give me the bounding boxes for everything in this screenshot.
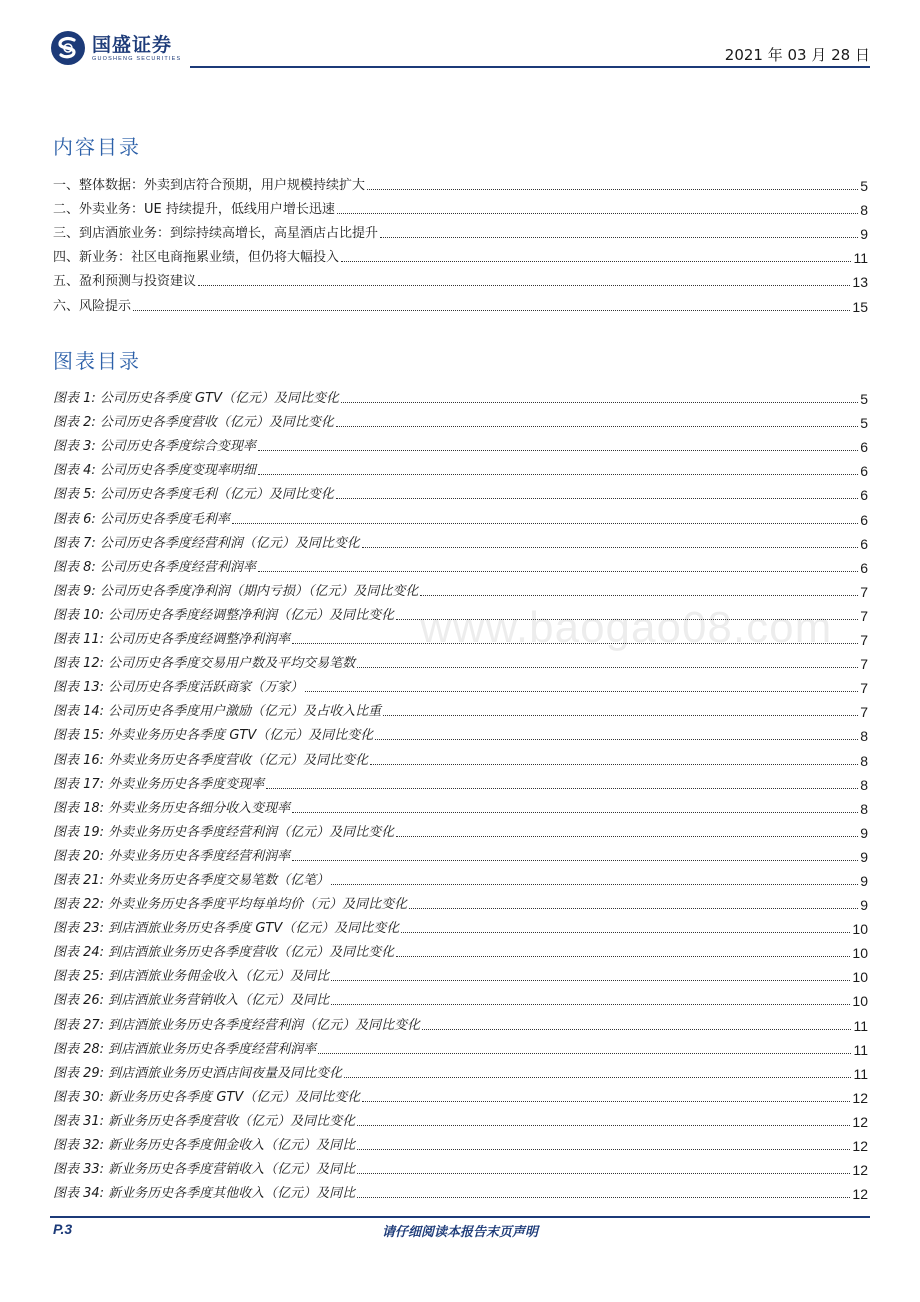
figure-entry[interactable] bbox=[53, 1082, 868, 1106]
figure-entry-page-number: 8 bbox=[860, 728, 868, 745]
figure-entry-label: 图表 5: 公司历史各季度毛利（亿元）及同比变化 bbox=[53, 487, 334, 503]
figure-entry-label: 图表 17: 外卖业务历史各季度变现率 bbox=[53, 776, 265, 792]
dot-leader bbox=[367, 189, 858, 190]
figure-entry-page-number: 11 bbox=[853, 1017, 868, 1034]
figure-entry-page-number: 10 bbox=[852, 993, 868, 1010]
figure-entry[interactable] bbox=[53, 865, 868, 889]
dot-leader bbox=[344, 1077, 851, 1078]
dot-leader bbox=[401, 932, 850, 933]
dot-leader bbox=[258, 474, 858, 475]
dot-leader bbox=[266, 788, 858, 789]
figure-entry-label: 图表 4: 公司历史各季度变现率明细 bbox=[53, 463, 256, 479]
contents-entry-page-number: 8 bbox=[860, 202, 868, 219]
dot-leader bbox=[341, 402, 858, 403]
figure-entry-label: 图表 12: 公司历史各季度交易用户数及平均交易笔数 bbox=[53, 656, 356, 672]
dot-leader bbox=[292, 860, 858, 861]
figure-entry-page-number: 9 bbox=[860, 872, 868, 889]
dot-leader bbox=[357, 1149, 850, 1150]
contents-entry[interactable] bbox=[53, 242, 868, 266]
figure-entry-label: 图表 18: 外卖业务历史各细分收入变现率 bbox=[53, 800, 291, 816]
figure-entry[interactable] bbox=[53, 817, 868, 841]
figure-entry-page-number: 7 bbox=[860, 704, 868, 721]
figure-entry[interactable] bbox=[53, 1009, 868, 1033]
figure-entry-page-number: 12 bbox=[852, 1138, 868, 1154]
dot-leader bbox=[336, 498, 858, 499]
contents-entry-page-number: 5 bbox=[860, 178, 868, 195]
dot-leader bbox=[396, 956, 850, 957]
figure-entry-label: 图表 1: 公司历史各季度 GTV（亿元）及同比变化 bbox=[53, 391, 339, 407]
figure-entry-page-number: 9 bbox=[860, 897, 868, 914]
footer-divider bbox=[50, 1216, 870, 1218]
figure-entry-label: 图表 9: 公司历史各季度净利润（期内亏损）（亿元）及同比变化 bbox=[53, 583, 419, 599]
figure-entry-label: 图表 6: 公司历史各季度毛利率 bbox=[53, 511, 230, 527]
contents-entry[interactable] bbox=[53, 266, 868, 290]
dot-leader bbox=[337, 213, 858, 214]
figure-entry[interactable] bbox=[53, 961, 868, 985]
contents-entry[interactable] bbox=[53, 290, 868, 314]
figure-entry-label: 图表 33: 新业务历史各季度营销收入（亿元）及同比 bbox=[53, 1162, 356, 1178]
dot-leader bbox=[292, 812, 858, 813]
watermark: www.baogao08.com bbox=[420, 603, 833, 652]
dot-leader bbox=[198, 285, 850, 286]
contents-entry-page-number: 13 bbox=[852, 274, 868, 291]
contents-entry-page-number: 9 bbox=[860, 226, 868, 243]
figure-entry[interactable] bbox=[53, 793, 868, 817]
figure-entry[interactable] bbox=[53, 720, 868, 744]
dot-leader bbox=[380, 237, 858, 238]
figure-entry-page-number: 5 bbox=[860, 391, 868, 408]
figure-entry-label: 图表 32: 新业务历史各季度佣金收入（亿元）及同比 bbox=[53, 1138, 356, 1153]
dot-leader bbox=[420, 595, 858, 596]
figures-list bbox=[53, 383, 868, 1202]
figure-entry[interactable] bbox=[53, 1058, 868, 1082]
figure-entry-label: 图表 22: 外卖业务历史各季度平均每单均价（元）及同比变化 bbox=[53, 897, 408, 913]
contents-entry-label: 二、外卖业务：UE 持续提升，低线用户增长迅速 bbox=[53, 202, 335, 218]
contents-entry[interactable] bbox=[53, 170, 868, 194]
page-number: P.3 bbox=[53, 1221, 73, 1237]
figure-entry-page-number: 7 bbox=[860, 583, 868, 600]
contents-entry-label: 一、整体数据：外卖到店符合预期，用户规模持续扩大 bbox=[53, 178, 366, 194]
figure-entry-page-number: 8 bbox=[860, 752, 868, 769]
figure-entry-page-number: 8 bbox=[860, 776, 868, 793]
page-header bbox=[50, 30, 870, 70]
figure-entry[interactable] bbox=[53, 769, 868, 793]
figure-entry-label: 图表 8: 公司历史各季度经营利润率 bbox=[53, 559, 256, 575]
figure-entry-label: 图表 27: 到店酒旅业务历史各季度经营利润（亿元）及同比变化 bbox=[53, 1017, 421, 1033]
figure-entry-label: 图表 31: 新业务历史各季度营收（亿元）及同比变化 bbox=[53, 1113, 356, 1129]
figure-entry[interactable] bbox=[53, 696, 868, 720]
figures-title: 图表目录 bbox=[53, 349, 141, 373]
figure-entry-page-number: 7 bbox=[860, 632, 868, 649]
dot-leader bbox=[331, 1004, 850, 1005]
figure-entry-page-number: 6 bbox=[860, 535, 868, 552]
dot-leader bbox=[370, 764, 858, 765]
figure-entry-page-number: 10 bbox=[852, 945, 868, 962]
dot-leader bbox=[232, 523, 858, 524]
figure-entry-label: 图表 23: 到店酒旅业务历史各季度 GTV（亿元）及同比变化 bbox=[53, 921, 400, 937]
figure-entry-page-number: 11 bbox=[853, 1041, 868, 1058]
figure-entry[interactable] bbox=[53, 431, 868, 455]
company-logo bbox=[50, 30, 181, 66]
figure-entry-label: 图表 16: 外卖业务历史各季度营收（亿元）及同比变化 bbox=[53, 752, 369, 768]
dot-leader bbox=[258, 450, 858, 451]
figure-entry-page-number: 7 bbox=[860, 656, 868, 673]
figure-entry[interactable] bbox=[53, 552, 868, 576]
figure-entry[interactable] bbox=[53, 1154, 868, 1178]
figure-entry[interactable] bbox=[53, 479, 868, 503]
logo-emblem-icon bbox=[50, 30, 86, 66]
figure-entry[interactable] bbox=[53, 744, 868, 768]
figure-entry[interactable] bbox=[53, 383, 868, 407]
figure-entry-label: 图表 10: 公司历史各季度经调整净利润（亿元）及同比变化 bbox=[53, 607, 395, 623]
figure-entry[interactable] bbox=[53, 1178, 868, 1202]
dot-leader bbox=[331, 884, 858, 885]
figure-entry-page-number: 7 bbox=[860, 607, 868, 624]
figure-entry-page-number: 6 bbox=[860, 511, 868, 528]
contents-title: 内容目录 bbox=[53, 135, 141, 159]
figure-entry-page-number: 12 bbox=[852, 1113, 868, 1130]
header-divider bbox=[190, 66, 870, 68]
dot-leader bbox=[375, 739, 858, 740]
figure-entry-label: 图表 2: 公司历史各季度营收（亿元）及同比变化 bbox=[53, 415, 334, 431]
figure-entry[interactable] bbox=[53, 407, 868, 431]
figure-entry-label: 图表 30: 新业务历史各季度 GTV（亿元）及同比变化 bbox=[53, 1089, 361, 1105]
figure-entry-page-number: 9 bbox=[860, 848, 868, 865]
dot-leader bbox=[362, 547, 858, 548]
dot-leader bbox=[357, 667, 858, 668]
figure-entry[interactable] bbox=[53, 503, 868, 527]
dot-leader bbox=[336, 426, 858, 427]
figure-entry-label: 图表 15: 外卖业务历史各季度 GTV（亿元）及同比变化 bbox=[53, 728, 374, 744]
contents-entry-label: 四、新业务：社区电商拖累业绩，但仍将大幅投入 bbox=[53, 250, 340, 266]
figure-entry-page-number: 6 bbox=[860, 487, 868, 504]
figure-entry[interactable] bbox=[53, 1130, 868, 1154]
disclaimer-note: 请仔细阅读本报告末页声明 bbox=[381, 1225, 538, 1240]
dot-leader bbox=[258, 571, 858, 572]
contents-entry-page-number: 11 bbox=[853, 250, 868, 267]
figure-entry[interactable] bbox=[53, 672, 868, 696]
figure-entry-label: 图表 3: 公司历史各季度综合变现率 bbox=[53, 439, 256, 455]
figure-entry-label: 图表 25: 到店酒旅业务佣金收入（亿元）及同比 bbox=[53, 969, 330, 985]
figure-entry-page-number: 8 bbox=[860, 800, 868, 817]
figure-entry[interactable] bbox=[53, 985, 868, 1009]
report-date: 2021 年 03 月 28 日 bbox=[724, 46, 870, 64]
figure-entry-page-number: 10 bbox=[852, 921, 868, 938]
figure-entry-page-number: 5 bbox=[860, 415, 868, 432]
contents-entry-label: 三、到店酒旅业务：到综持续高增长，高星酒店占比提升 bbox=[53, 226, 379, 242]
dot-leader bbox=[341, 261, 851, 262]
figure-entry-label: 图表 14: 公司历史各季度用户激励（亿元）及占收入比重 bbox=[53, 704, 382, 720]
figure-entry-label: 图表 13: 公司历史各季度活跃商家（万家） bbox=[53, 680, 304, 696]
figure-entry-label: 图表 34: 新业务历史各季度其他收入（亿元）及同比 bbox=[53, 1186, 356, 1202]
contents-entry-label: 六、风险提示 bbox=[53, 298, 132, 314]
dot-leader bbox=[357, 1197, 850, 1198]
figure-entry-page-number: 12 bbox=[852, 1089, 868, 1106]
dot-leader bbox=[383, 715, 858, 716]
dot-leader bbox=[133, 310, 850, 311]
dot-leader bbox=[409, 908, 858, 909]
dot-leader bbox=[357, 1125, 850, 1126]
figure-entry-label: 图表 7: 公司历史各季度经营利润（亿元）及同比变化 bbox=[53, 535, 360, 551]
figure-entry-label: 图表 21: 外卖业务历史各季度交易笔数（亿笔） bbox=[53, 872, 330, 888]
figure-entry-label: 图表 29: 到店酒旅业务历史酒店间夜量及同比变化 bbox=[53, 1065, 343, 1081]
contents-entry-page-number: 15 bbox=[852, 298, 868, 315]
figure-entry-page-number: 6 bbox=[860, 439, 868, 456]
dot-leader bbox=[357, 1173, 850, 1174]
figure-entry-page-number: 7 bbox=[860, 680, 868, 697]
figure-entry-label: 图表 24: 到店酒旅业务历史各季度营收（亿元）及同比变化 bbox=[53, 945, 395, 961]
contents-entry-label: 五、盈利预测与投资建议 bbox=[53, 274, 197, 290]
figure-entry[interactable] bbox=[53, 1034, 868, 1058]
figure-entry[interactable] bbox=[53, 913, 868, 937]
dot-leader bbox=[305, 691, 858, 692]
figure-entry-page-number: 11 bbox=[853, 1065, 868, 1082]
figure-entry-page-number: 6 bbox=[860, 463, 868, 480]
figure-entry[interactable] bbox=[53, 937, 868, 961]
figure-entry-label: 图表 11: 公司历史各季度经调整净利润率 bbox=[53, 632, 291, 648]
dot-leader bbox=[422, 1029, 851, 1030]
figure-entry[interactable] bbox=[53, 841, 868, 865]
figure-entry-page-number: 12 bbox=[852, 1186, 868, 1203]
logo-english-name: GUOSHENG SECURITIES bbox=[92, 55, 182, 62]
figure-entry-page-number: 10 bbox=[852, 969, 868, 986]
contents-entry[interactable] bbox=[53, 218, 868, 242]
figure-entry-page-number: 9 bbox=[860, 824, 868, 841]
dot-leader bbox=[318, 1053, 851, 1054]
figure-entry-page-number: 6 bbox=[860, 559, 868, 576]
figure-entry-page-number: 12 bbox=[852, 1162, 868, 1179]
dot-leader bbox=[331, 980, 850, 981]
figure-entry[interactable] bbox=[53, 1106, 868, 1130]
figure-entry[interactable] bbox=[53, 889, 868, 913]
figure-entry-label: 图表 19: 外卖业务历史各季度经营利润（亿元）及同比变化 bbox=[53, 824, 395, 840]
figure-entry[interactable] bbox=[53, 576, 868, 600]
figure-entry-label: 图表 28: 到店酒旅业务历史各季度经营利润率 bbox=[53, 1041, 317, 1057]
figure-entry-label: 图表 20: 外卖业务历史各季度经营利润率 bbox=[53, 848, 291, 864]
contents-entry[interactable] bbox=[53, 194, 868, 218]
contents-list bbox=[53, 170, 868, 315]
logo-chinese-name: 国盛证券 bbox=[92, 33, 173, 56]
dot-leader bbox=[396, 836, 858, 837]
dot-leader bbox=[362, 1101, 850, 1102]
figure-entry[interactable] bbox=[53, 455, 868, 479]
figure-entry[interactable] bbox=[53, 528, 868, 552]
figure-entry-label: 图表 26: 到店酒旅业务营销收入（亿元）及同比 bbox=[53, 993, 330, 1009]
